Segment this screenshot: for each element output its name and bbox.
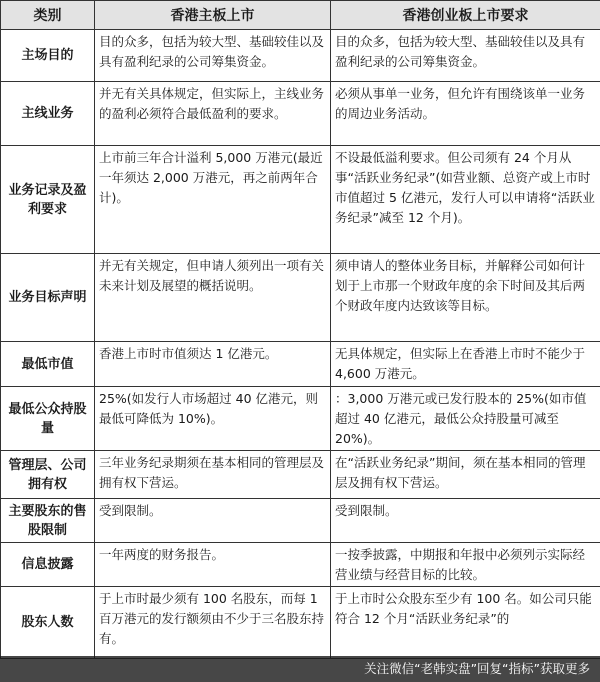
table-row	[1, 543, 600, 587]
main-board-cell: 香港上市时市值须达 1 亿港元。	[95, 342, 331, 387]
row-category: 信息披露	[1, 543, 95, 587]
gem-board-cell: 必须从事单一业务，但允许有围绕该单一业务的周边业务活动。	[331, 82, 600, 146]
row-category: 主线业务	[1, 82, 95, 146]
row-category: 主要股东的售股限制	[1, 499, 95, 543]
main-board-cell: 受到限制。	[95, 499, 331, 543]
watermark-banner: 关注微信“老韩实盘”回复“指标”获取更多	[0, 656, 600, 682]
header-main-board: 香港主板上市	[95, 1, 331, 30]
gem-board-cell: 无具体规定，但实际上在香港上市时不能少于 4,600 万港元。	[331, 342, 600, 387]
row-category: 管理层、公司拥有权	[1, 451, 95, 499]
table-row	[1, 30, 600, 82]
table-row	[1, 451, 600, 499]
table-row	[1, 82, 600, 146]
table-row	[1, 499, 600, 543]
row-category: 最低公众持股量	[1, 387, 95, 451]
gem-board-cell: 于上市时公众股东至少有 100 名。如公司只能符合 12 个月“活跃业务纪录”的	[331, 587, 600, 659]
gem-board-cell: ：3,000 万港元或已发行股本的 25%(如市值超过 40 亿港元，最低公众持股量可减至 20%)。	[331, 387, 600, 451]
gem-board-cell: 目的众多，包括为较大型、基础较佳以及具有盈利纪录的公司筹集资金。	[331, 30, 600, 82]
row-category: 业务记录及盈利要求	[1, 146, 95, 254]
row-category: 主场目的	[1, 30, 95, 82]
main-board-cell: 并无有关具体规定，但实际上，主线业务的盈利必须符合最低盈利的要求。	[95, 82, 331, 146]
gem-board-cell: 一按季披露，中期报和年报中必须列示实际经营业绩与经营目标的比较。	[331, 543, 600, 587]
main-board-cell: 目的众多，包括为较大型、基础较佳以及具有盈利纪录的公司筹集资金。	[95, 30, 331, 82]
gem-board-cell: 须申请人的整体业务目标，并解释公司如何计划于上市那一个财政年度的余下时间及其后两个财政年度内达致该等目标。	[331, 254, 600, 342]
gem-board-cell: 在“活跃业务纪录”期间，须在基本相同的管理层及拥有权下营运。	[331, 451, 600, 499]
main-board-cell: 三年业务纪录期须在基本相同的管理层及拥有权下营运。	[95, 451, 331, 499]
header-gem-board: 香港创业板上市要求	[331, 1, 600, 30]
main-board-cell: 一年两度的财务报告。	[95, 543, 331, 587]
header-row	[1, 1, 600, 30]
gem-board-cell: 受到限制。	[331, 499, 600, 543]
main-board-cell: 于上市时最少须有 100 名股东，而每 1 百万港元的发行额须由不少于三名股东持有。	[95, 587, 331, 659]
table-row	[1, 146, 600, 254]
main-board-cell: 上市前三年合计溢利 5,000 万港元(最近一年须达 2,000 万港元，再之前两年合计)。	[95, 146, 331, 254]
table-row	[1, 587, 600, 659]
table-row	[1, 387, 600, 451]
header-category: 类别	[1, 1, 95, 30]
row-category: 股东人数	[1, 587, 95, 659]
table-row	[1, 342, 600, 387]
gem-board-cell: 不设最低溢利要求。但公司须有 24 个月从事“活跃业务纪录”(如营业额、总资产或上市时市值超过 5 亿港元，发行人可以申请将“活跃业务纪录”减至 12 个月)。	[331, 146, 600, 254]
main-board-cell: 并无有关规定，但申请人须列出一项有关未来计划及展望的概括说明。	[95, 254, 331, 342]
row-category: 业务目标声明	[1, 254, 95, 342]
main-board-cell: 25%(如发行人市场超过 40 亿港元，则最低可降低为 10%)。	[95, 387, 331, 451]
table-row	[1, 254, 600, 342]
row-category: 最低市值	[1, 342, 95, 387]
